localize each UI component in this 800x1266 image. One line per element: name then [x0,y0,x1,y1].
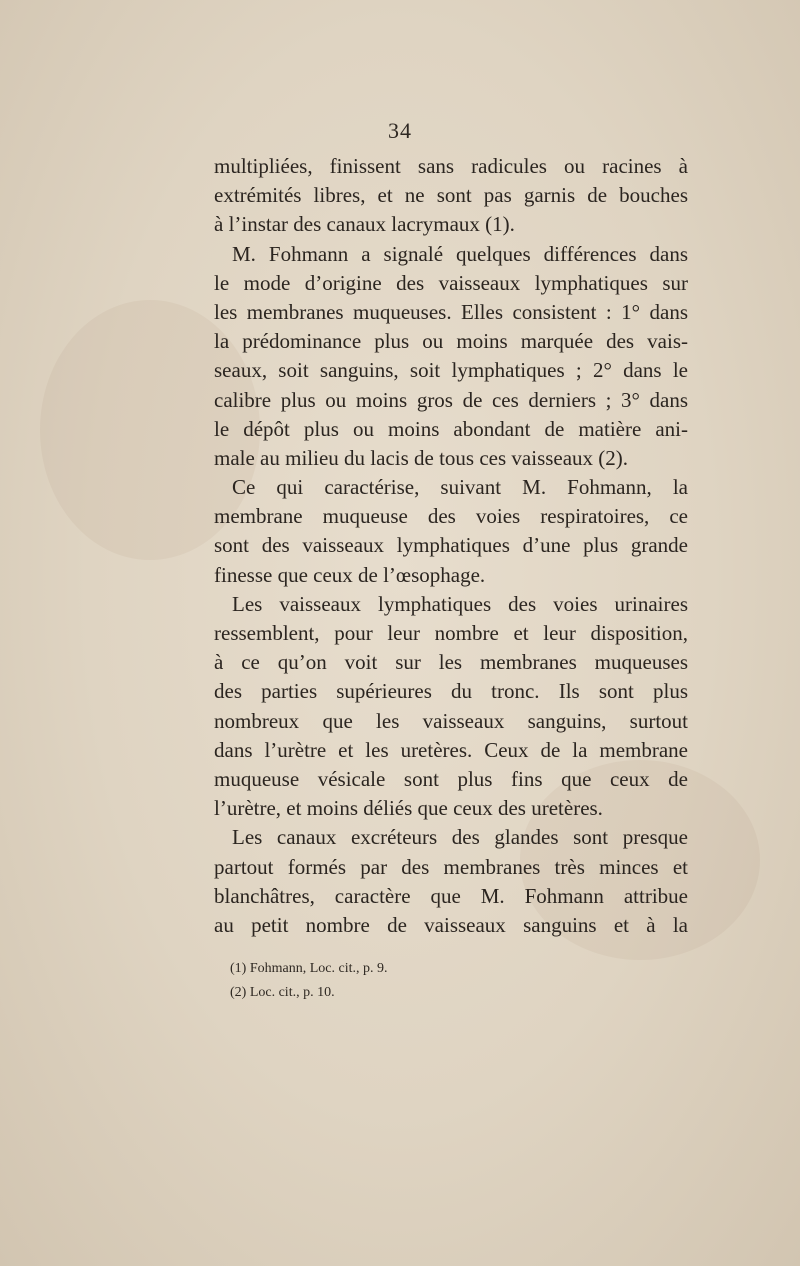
text-line: Ce qui caractérise, suivant M. Fohmann, la [232,475,688,500]
text-line: nombreux que les vaisseaux sanguins, surtout [214,708,688,733]
footnote: (1) Fohmann, Loc. cit., p. 9. [230,961,388,976]
body-text [214,152,688,940]
text-line: le dépôt plus ou moins abondant de matière ani- [214,416,688,441]
text-line: la prédominance plus ou moins marquée des vais- [214,329,688,354]
text-line: ressemblent, pour leur nombre et leur disposition, [214,621,688,645]
text-line: M. Fohmann a signalé quelques différences dans [232,241,688,266]
text-line: finesse que ceux de l’œsophage. [214,562,486,587]
text-line: male au milieu du lacis de tous ces vaisseaux (2). [214,445,629,470]
text-line: membrane muqueuse des voies respiratoires, ce [214,504,688,529]
text-line: muqueuse vésicale sont plus fins que ceux de [214,766,688,791]
text-line: les membranes muqueuses. Elles consistent : 1° dans [214,299,688,324]
text-line: au petit nombre de vaisseaux sanguins et à la [214,912,688,937]
text-line: dans l’urètre et les uretères. Ceux de la membrane [214,737,688,762]
text-line: calibre plus ou moins gros de ces derniers ; 3° dans [214,387,688,412]
text-line: le mode d’origine des vaisseaux lymphatiques sur [214,270,688,295]
text-line: à l’instar des canaux lacrymaux (1). [214,212,515,237]
text-line: extrémités libres, et ne sont pas garnis de bouches [214,183,688,208]
page-number: 34 [388,118,412,143]
text-line: blanchâtres, caractère que M. Fohmann attribue [214,883,688,908]
text-line: à ce qu’on voit sur les membranes muqueuses [214,650,688,675]
text-line: partout formés par des membranes très minces et [214,854,688,879]
text-line: sont des vaisseaux lymphatiques d’une plus grande [214,533,688,558]
text-line: multipliées, finissent sans radicules ou racines à [214,154,688,178]
text-line: seaux, soit sanguins, soit lymphatiques ; 2° dans le [214,358,688,383]
text-line: l’urètre, et moins déliés que ceux des uretères. [214,796,603,821]
text-line: Les canaux excréteurs des glandes sont presque [232,825,688,850]
footnotes [230,957,530,1005]
footnote: (2) Loc. cit., p. 10. [230,985,335,1000]
text-line: Les vaisseaux lymphatiques des voies urinaires [232,591,688,616]
text-line: des parties supérieures du tronc. Ils sont plus [214,679,688,704]
